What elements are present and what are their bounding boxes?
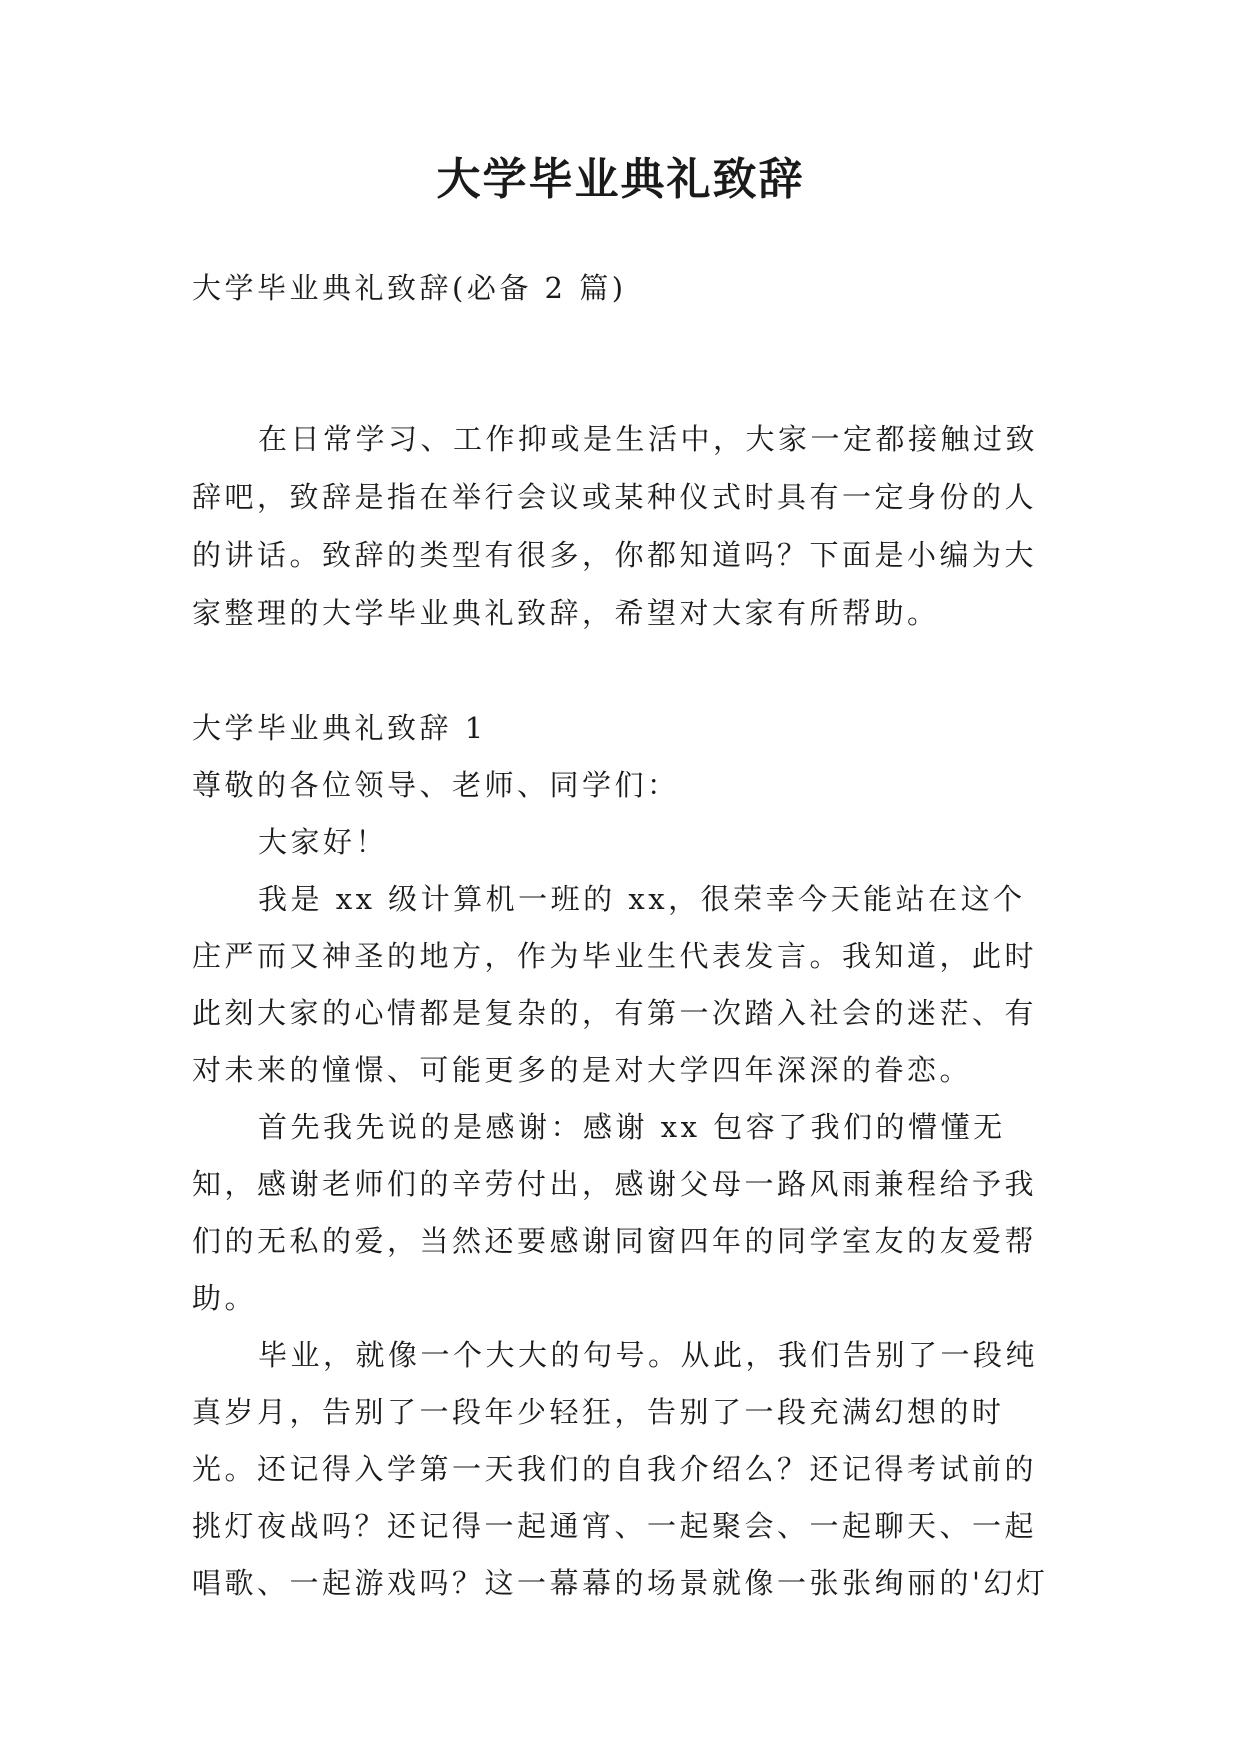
intro-text: 在日常学习、工作抑或是生活中，大家一定都接触过致辞吧，致辞是指在举行会议或某种仪式时具有一定身份的人的讲话。致辞的类型有很多，你都知道吗？下面是小编为大家整理的大学毕业典礼致辞，希望对大家有所帮助。 <box>192 422 1039 630</box>
speech-paragraph-3: 毕业，就像一个大大的句号。从此，我们告别了一段纯真岁月，告别了一段年少轻狂，告别了一段充满幻想的时光。还记得入学第一天我们的自我介绍么？还记得考试前的挑灯夜战吗？还记得一起通宵、一起聚会、一起聊天、一起唱歌、一起游戏吗？这一幕幕的场景就像一张张绚丽的'幻灯 <box>192 1338 1049 1600</box>
section-heading: 大学毕业典礼致辞 1 <box>192 711 487 745</box>
speech-paragraph-2: 首先我先说的是感谢：感谢 xx 包容了我们的懵懂无知，感谢老师们的辛劳付出，感谢父母一路风雨兼程给予我们的无私的爱，当然还要感谢同窗四年的同学室友的友爱帮助。 <box>192 1110 1038 1315</box>
salutation: 尊敬的各位领导、老师、同学们： <box>192 768 680 802</box>
speech-section <box>192 700 1052 1612</box>
greeting: 大家好！ <box>258 825 389 859</box>
speech-paragraph-1: 我是 xx 级计算机一班的 xx，很荣幸今天能站在这个庄严而又神圣的地方，作为毕业生代表发言。我知道，此时此刻大家的心情都是复杂的，有第一次踏入社会的迷茫、有对未来的憧憬、可能更多的是对大学四年深深的眷恋。 <box>192 882 1038 1087</box>
subtitle-text: 大学毕业典礼致辞(必备 2 篇) <box>192 271 627 305</box>
document-subtitle <box>192 266 1052 310</box>
document-title: 大学毕业典礼致辞 <box>436 154 805 205</box>
intro-paragraph <box>192 410 1052 642</box>
